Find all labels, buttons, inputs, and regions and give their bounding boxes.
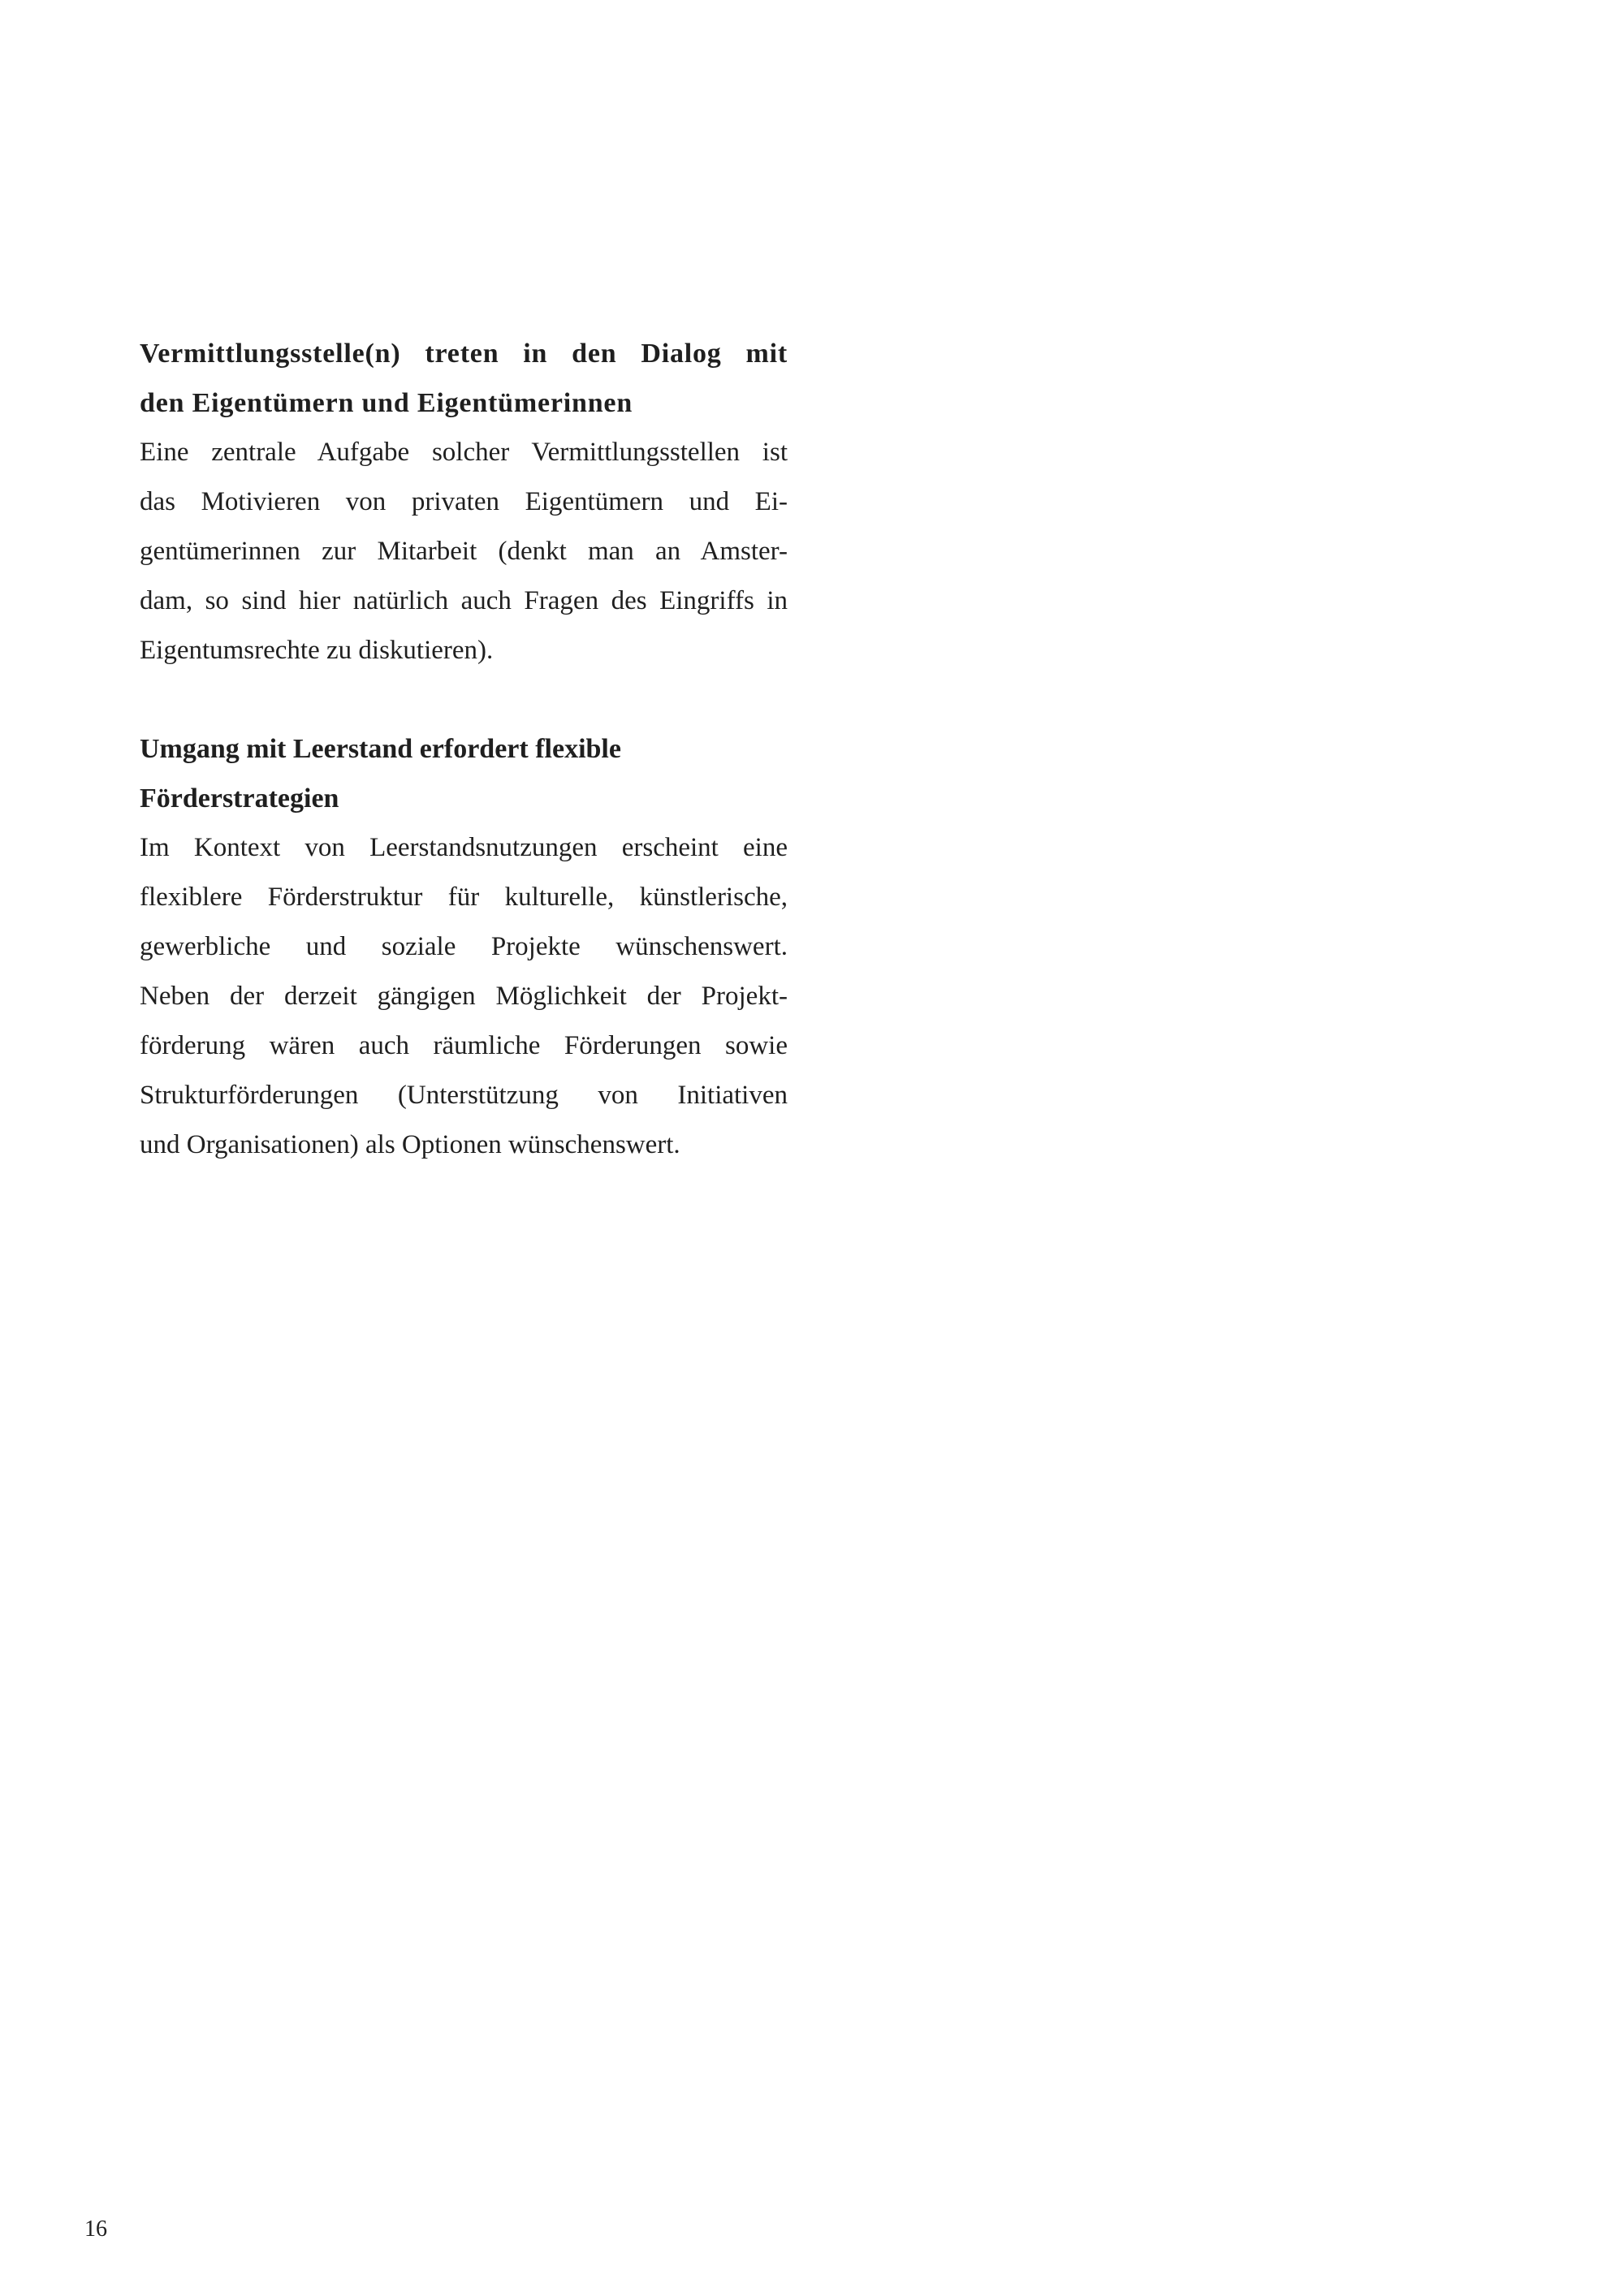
section-body bbox=[140, 428, 788, 675]
heading-line: Vermittlungsstelle(n) treten in den Dialog mit bbox=[140, 339, 788, 369]
body-line: Eigentumsrechte zu diskutieren). bbox=[140, 636, 494, 665]
body-line: Strukturförderungen (Unterstützung von Initiativen bbox=[140, 1081, 788, 1110]
body-line: das Motivieren von privaten Eigentümern und Ei- bbox=[140, 487, 788, 516]
heading-line: Umgang mit Leerstand erfordert flexible bbox=[140, 734, 621, 764]
body-line: flexiblere Förderstruktur für kulturelle, künstlerische, bbox=[140, 883, 788, 912]
section-heading bbox=[140, 329, 788, 428]
body-line: dam, so sind hier natürlich auch Fragen des Eingriffs in bbox=[140, 586, 788, 615]
body-line: Im Kontext von Leerstandsnutzungen erscheint eine bbox=[140, 833, 788, 862]
body-line: Eine zentrale Aufgabe solcher Vermittlungsstellen ist bbox=[140, 438, 788, 467]
body-line: gewerbliche und soziale Projekte wünschenswert. bbox=[140, 932, 788, 961]
body-line: Neben der derzeit gängigen Möglichkeit der Projekt- bbox=[140, 982, 788, 1011]
heading-line: Förderstrategien bbox=[140, 783, 339, 814]
body-line: und Organisationen) als Optionen wünschenswert. bbox=[140, 1130, 680, 1159]
section-body bbox=[140, 823, 788, 1170]
body-line: förderung wären auch räumliche Förderungen sowie bbox=[140, 1031, 788, 1060]
heading-line: den Eigentümern und Eigentümerinnen bbox=[140, 388, 633, 418]
section-vermittlungsstellen bbox=[140, 329, 788, 675]
page-number: 16 bbox=[84, 2216, 107, 2242]
body-line: gentümerinnen zur Mitarbeit (denkt man an Amster- bbox=[140, 537, 788, 566]
section-heading bbox=[140, 724, 788, 823]
section-leerstand bbox=[140, 724, 788, 1170]
text-column bbox=[140, 329, 788, 1170]
